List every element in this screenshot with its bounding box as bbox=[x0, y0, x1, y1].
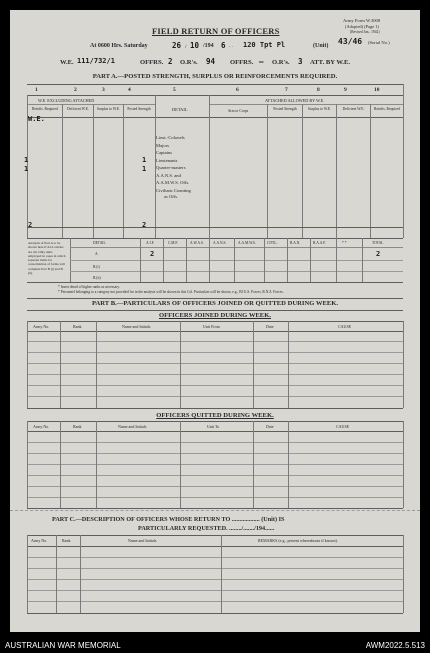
col-num: 7 bbox=[285, 87, 288, 93]
col-num: 5 bbox=[173, 87, 176, 93]
joined-heading: OFFICERS JOINED DURING WEEK. bbox=[159, 312, 271, 319]
analysis-header-raaf: R.A.A.F. bbox=[313, 241, 326, 245]
army-form-label: Army Form W.3008 bbox=[343, 18, 381, 23]
rank-list bbox=[156, 134, 191, 199]
date-year-prefix: /194 bbox=[203, 43, 214, 49]
part-c-heading-line1: PART C.—DESCRIPTION OF OFFICERS WHOSE RETURN TO .................. (Unit) IS bbox=[52, 516, 285, 523]
analysis-total-value: 2 bbox=[376, 250, 381, 258]
unit-label: (Unit) bbox=[313, 43, 329, 49]
document-page: Army Form W.3008 (Adopted) (Page 1) (Revised Jan., 1942) FIELD RETURN OF OFFICERS At 0600 Hrs. Saturday 26 / 10 /194 6 . . 120 Tpt Pl (Unit) 43/46 (Serial No.) W.E. 111/732/1 OFFRS. 2 O.R's. 94 OFFRS. – O.R's. 3 ATT. BY W.E. PART A.—POSTED STRENGTH, SURPLUS OR REINFORCEMENTS REQUIRED. 1 2 3 4 5 6 7 8 9 10 W.E. EXCLUDING ATTACHED ATTACHED ALLOWED BY W.E. DETAIL Reinfts. Required Deficient W.E. Surplus to W.E. Posted Strength Arm or Corps Posted Strength Surplus to W.E. Deficient W.E. Reinfts. Required W.E. Lieut.-Colonels Majors Captains Lieutenants Quarter-masters A.A.N.S. and A.A.M.W.S. Offs. Civilians Counting as Offs. 1 1 1 1 2 2 Analysis of Part A to be shown here if ALL entries are nil. Only units employed in cases in which separate items for consolidation of forms will complete Part B (i) and B (ii). DETAIL A.I.F. C.M.F. A.W.A.S. A.A.N.S. A.A.M.W.S. CIVIL. R.A.N. R.A.A.F. * * TOTAL A. B.(i) B.(ii) 2 2 * Insert detail of higher ranks as necessary. * Personnel belonging to a category not provided for in the analysis will be shown in this Col. Particulars will be shown, e.g., BI U.S. Forces, R.N.Z. Forces. PART B.—PARTICULARS OF OFFICERS JOINED OR QUITTED DURING WEEK. OFFICERS JOINED DURING WEEK. Army No. Rank Name and Initials Unit From Date CAUSE OFFICERS QUITTED DURING WEEK. Army No. Rank Name and Initials Unit To Date CAUSE PART C.—DESCRIPTION OF OFFICERS WHOSE RETURN TO .................. (Unit) IS PARTICULARLY REQUESTED. ......../......./194...... Army No. Rank Name and Initials REMARKS (e.g., present whereabouts if known). bbox=[10, 10, 420, 632]
date-day: 26 bbox=[172, 41, 182, 50]
footnote-1: * Insert detail of higher ranks as necessary. bbox=[58, 285, 120, 289]
quitted-header-cause: CAUSE bbox=[336, 424, 350, 429]
header-posted: Posted Strength bbox=[127, 107, 151, 111]
hand-posted-captains: 1 bbox=[142, 156, 147, 164]
offrs2-label: OFFRS. bbox=[230, 59, 254, 66]
joined-header-army-no: Army No. bbox=[33, 324, 50, 329]
rank-item: A.A.M.W.S. Offs. bbox=[156, 179, 190, 185]
rank-item: Captains bbox=[156, 150, 173, 156]
quitted-header-army-no: Army No. bbox=[33, 424, 50, 429]
we-label: W.E. bbox=[60, 59, 74, 66]
offrs-value: 2 bbox=[168, 57, 173, 66]
hand-reinfts-captains: 1 bbox=[24, 156, 29, 164]
joined-header-unit-from: Unit From bbox=[203, 324, 220, 329]
analysis-row-bii: B.(ii) bbox=[93, 276, 101, 280]
ors-value: 94 bbox=[206, 57, 216, 66]
analysis-header-detail: DETAIL bbox=[93, 241, 106, 245]
rank-item: Lieut.-Colonels bbox=[156, 135, 185, 140]
rank-item: Civilians Counting bbox=[156, 187, 191, 193]
detail-header: DETAIL bbox=[172, 107, 188, 112]
analysis-row-a: A. bbox=[95, 252, 99, 256]
analysis-note: Analysis of Part A to be shown here if ALL entries are nil. Only units employed in cases in which separate items for consolidation of forms will complete Part B (i) and B (ii). bbox=[28, 241, 66, 276]
rank-item: Lieutenants bbox=[156, 157, 178, 163]
col-num: 6 bbox=[236, 87, 239, 93]
col-num: 3 bbox=[102, 87, 105, 93]
revised-label: (Revised Jan., 1942) bbox=[350, 30, 380, 34]
analysis-header-other: * * bbox=[342, 241, 347, 245]
analysis-row-bi: B.(i) bbox=[93, 265, 100, 269]
col-num: 10 bbox=[374, 87, 380, 93]
header-r-posted: Posted Strength bbox=[273, 107, 297, 111]
footnote-2: * Personnel belonging to a category not provided for in the analysis will be shown in this Col. Particulars will be shown, e.g., BI U.S. Forces, R.N.Z. Forces. bbox=[58, 290, 284, 294]
we-value: 111/732/1 bbox=[77, 57, 115, 65]
analysis-header-ran: R.A.N. bbox=[290, 241, 301, 245]
analysis-aif-value: 2 bbox=[150, 250, 155, 258]
date-month: 10 bbox=[190, 41, 200, 50]
adopted-label: (Adopted) (Page 1) bbox=[345, 24, 379, 29]
analysis-header-aif: A.I.F. bbox=[146, 241, 155, 245]
part-c-heading-line2: PARTICULARLY REQUESTED. ......../......./194...... bbox=[138, 525, 275, 532]
joined-header-name: Name and Initials bbox=[122, 324, 151, 329]
quitted-header-date: Date bbox=[266, 424, 274, 429]
analysis-header-total: TOTAL bbox=[372, 241, 384, 245]
header-r-surplus: Surplus to W.E. bbox=[307, 107, 332, 111]
header-r-reinfts: Reinfts. Required bbox=[373, 107, 400, 111]
ors2-label: O.R's. bbox=[272, 59, 290, 66]
header-surplus: Surplus to W.E. bbox=[96, 107, 121, 111]
analysis-header-civil: CIVIL. bbox=[267, 241, 278, 245]
col-num: 2 bbox=[74, 87, 77, 93]
part-c-header-remarks: REMARKS (e.g., present whereabouts if known). bbox=[258, 538, 338, 543]
unit-value: 120 Tpt Pl bbox=[243, 41, 286, 49]
header-deficient: Deficient W.E. bbox=[67, 107, 89, 111]
rank-item: as Offs. bbox=[164, 194, 179, 200]
joined-header-cause: CAUSE bbox=[338, 324, 352, 329]
joined-header-rank: Rank bbox=[73, 324, 82, 329]
att-label: ATT. BY W.E. bbox=[310, 59, 351, 66]
offrs2-value: – bbox=[259, 57, 264, 66]
part-c-header-rank: Rank bbox=[62, 538, 71, 543]
time-prefix: At 0600 Hrs. Saturday bbox=[90, 43, 148, 49]
serial-label: (Serial No.) bbox=[368, 40, 390, 45]
ors-label: O.R's. bbox=[180, 59, 198, 66]
footer-source: AUSTRALIAN WAR MEMORIAL bbox=[5, 641, 121, 650]
we-mark: W.E. bbox=[28, 115, 45, 123]
analysis-header-cmf: C.M.F. bbox=[168, 241, 178, 245]
header-reinfts: Reinfts. Required bbox=[31, 107, 58, 111]
serial-value: 43/46 bbox=[338, 37, 363, 46]
rank-item: Majors bbox=[156, 142, 170, 148]
total-reinfts: 2 bbox=[28, 221, 33, 229]
quitted-header-rank: Rank bbox=[73, 424, 82, 429]
header-arm-corps: Arm or Corps bbox=[227, 109, 249, 113]
analysis-header-aamws: A.A.M.W.S. bbox=[238, 241, 256, 245]
ors2-value: 3 bbox=[298, 57, 303, 66]
col-num: 8 bbox=[317, 87, 320, 93]
part-c-header-army-no: Army No. bbox=[31, 538, 48, 543]
rank-item: A.A.N.S. and bbox=[156, 172, 181, 178]
footer-accession-number: AWM2022.5.513 bbox=[365, 641, 425, 650]
part-a-heading: PART A.—POSTED STRENGTH, SURPLUS OR REINFORCEMENTS REQUIRED. bbox=[92, 73, 338, 80]
col-num: 9 bbox=[344, 87, 347, 93]
analysis-header-aans: A.A.N.S. bbox=[213, 241, 227, 245]
archive-footer bbox=[0, 637, 430, 653]
hand-posted-lieutenants: 1 bbox=[142, 165, 147, 173]
quitted-header-unit-to: Unit To bbox=[207, 424, 220, 429]
col-num: 1 bbox=[35, 87, 38, 93]
offrs-label: OFFRS. bbox=[140, 59, 164, 66]
quitted-header-name: Name and Initials bbox=[118, 424, 147, 429]
attached-allowed-header: ATTACHED ALLOWED BY W.E. bbox=[265, 98, 325, 103]
date-year: 6 bbox=[221, 41, 226, 50]
part-b-heading: PART B.—PARTICULARS OF OFFICERS JOINED OR QUITTED DURING WEEK. bbox=[91, 300, 339, 307]
col-num: 4 bbox=[128, 87, 131, 93]
analysis-header-awas: A.W.A.S. bbox=[190, 241, 204, 245]
form-title: FIELD RETURN OF OFFICERS bbox=[152, 26, 280, 36]
part-c-header-name: Name and Initials bbox=[128, 538, 157, 543]
rank-item: Quarter-masters bbox=[156, 165, 186, 171]
header-r-deficient: Deficient W.E. bbox=[342, 107, 365, 111]
hand-reinfts-lieutenants: 1 bbox=[24, 165, 29, 173]
quitted-heading: OFFICERS QUITTED DURING WEEK. bbox=[156, 412, 274, 419]
total-posted: 2 bbox=[142, 221, 147, 229]
joined-header-date: Date bbox=[266, 324, 274, 329]
we-excluding-header: W.E. EXCLUDING ATTACHED bbox=[38, 98, 95, 103]
